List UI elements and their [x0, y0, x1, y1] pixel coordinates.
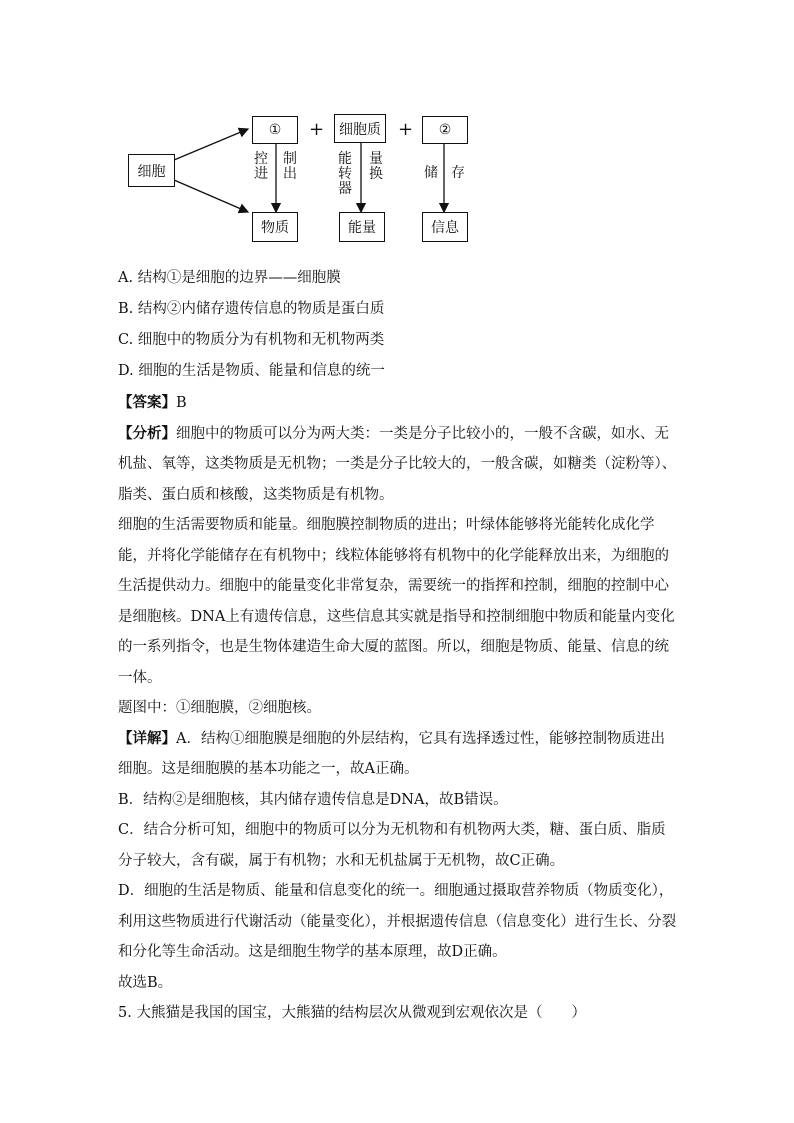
detail-paragraph-b: B．结构②是细胞核，其内储存遗传信息是DNA，故B错误。 [118, 791, 508, 808]
label-control-out: 制出 [283, 151, 297, 182]
cell-box: 细胞 [128, 154, 175, 187]
matter-box: 物质 [252, 212, 298, 242]
detail-paragraph-d: D．细胞的生活是物质、能量和信息变化的统一。细胞通过摄取营养物质（物质变化），利用这些物质进行代谢活动（能量变化），并根据遗传信息（信息变化）进行生长、分裂和分化等生命活动。这是细胞生物学的基本原理，故D正确。 [118, 883, 677, 960]
option-d: D. 细胞的生活是物质、能量和信息的统一 [118, 363, 385, 379]
label-storage-store: 储 [424, 165, 438, 181]
analysis-paragraph-1: 【分析】细胞中的物质可以分为两大类：一类是分子比较小的，一般不含碳，如水、无机盐、氧等，这类物质是无机物；一类是分子比较大的，一般含碳，如糖类（淀粉等）、脂类、蛋白质和核酸，这类物质是有机物。 [118, 424, 677, 503]
answer-tag: 【答案】 [118, 394, 176, 411]
conclusion-line: 故选B。 [118, 974, 173, 991]
detail-paragraph-c: C．结合分析可知，细胞中的物质可以分为无机物和有机物两大类，糖、蛋白质、脂质分子较大，含有碳，属于有机物；水和无机盐属于无机物，故C正确。 [118, 822, 666, 869]
answer-line [118, 388, 678, 419]
energy-box: 能量 [339, 212, 385, 242]
label-control-in: 控进 [254, 151, 268, 182]
label-energy-converter: 能转器 [338, 151, 352, 197]
label-energy-change: 量换 [369, 151, 383, 182]
answer-value: B [176, 395, 187, 411]
plus-sign-2: + [398, 119, 414, 140]
diagram-arrows [0, 0, 794, 260]
option-c: C. 细胞中的物质分为有机物和无机物两类 [118, 332, 385, 348]
solution-body [118, 388, 678, 1029]
analysis-paragraph-3: 题图中：①细胞膜，②细胞核。 [118, 700, 321, 716]
detail-paragraph-a: 【详解】A．结构①细胞膜是细胞的外层结构，它具有选择透过性，能够控制物质进出细胞。这是细胞膜的基本功能之一，故A正确。 [118, 729, 665, 777]
next-question: 5. 大熊猫是我国的国宝，大熊猫的结构层次从微观到宏观依次是（ ） [118, 1005, 586, 1021]
cytoplasm-box: 细胞质 [334, 114, 386, 143]
information-box: 信息 [422, 212, 468, 242]
detail-tag: 【详解】 [118, 729, 176, 747]
analysis-paragraph-2: 细胞的生活需要物质和能量。细胞膜控制物质的进出；叶绿体能够将光能转化成化学能，并将化学能储存在有机物中；线粒体能够将有机物中的化学能释放出来，为细胞的生活提供动力。细胞中的能量变化非常复杂，需要统一的指挥和控制，细胞的控制中心是细胞核。DNA上有遗传信息，这些信息其实就是指导和控制细胞中物质和能量内变化的一系列指令，也是生物体建造生命大厦的蓝图。所以，细胞是物质、能量、信息的统一体。 [118, 517, 675, 686]
option-b: B. 结构②内储存遗传信息的物质是蛋白质 [118, 301, 385, 317]
label-storage-keep: 存 [451, 165, 465, 181]
plus-sign-1: + [309, 119, 325, 140]
analysis-tag: 【分析】 [118, 424, 176, 442]
structure-1-box: ① [252, 116, 298, 144]
structure-2-box: ② [422, 116, 468, 144]
option-a: A. 结构①是细胞的边界——细胞膜 [118, 270, 341, 286]
